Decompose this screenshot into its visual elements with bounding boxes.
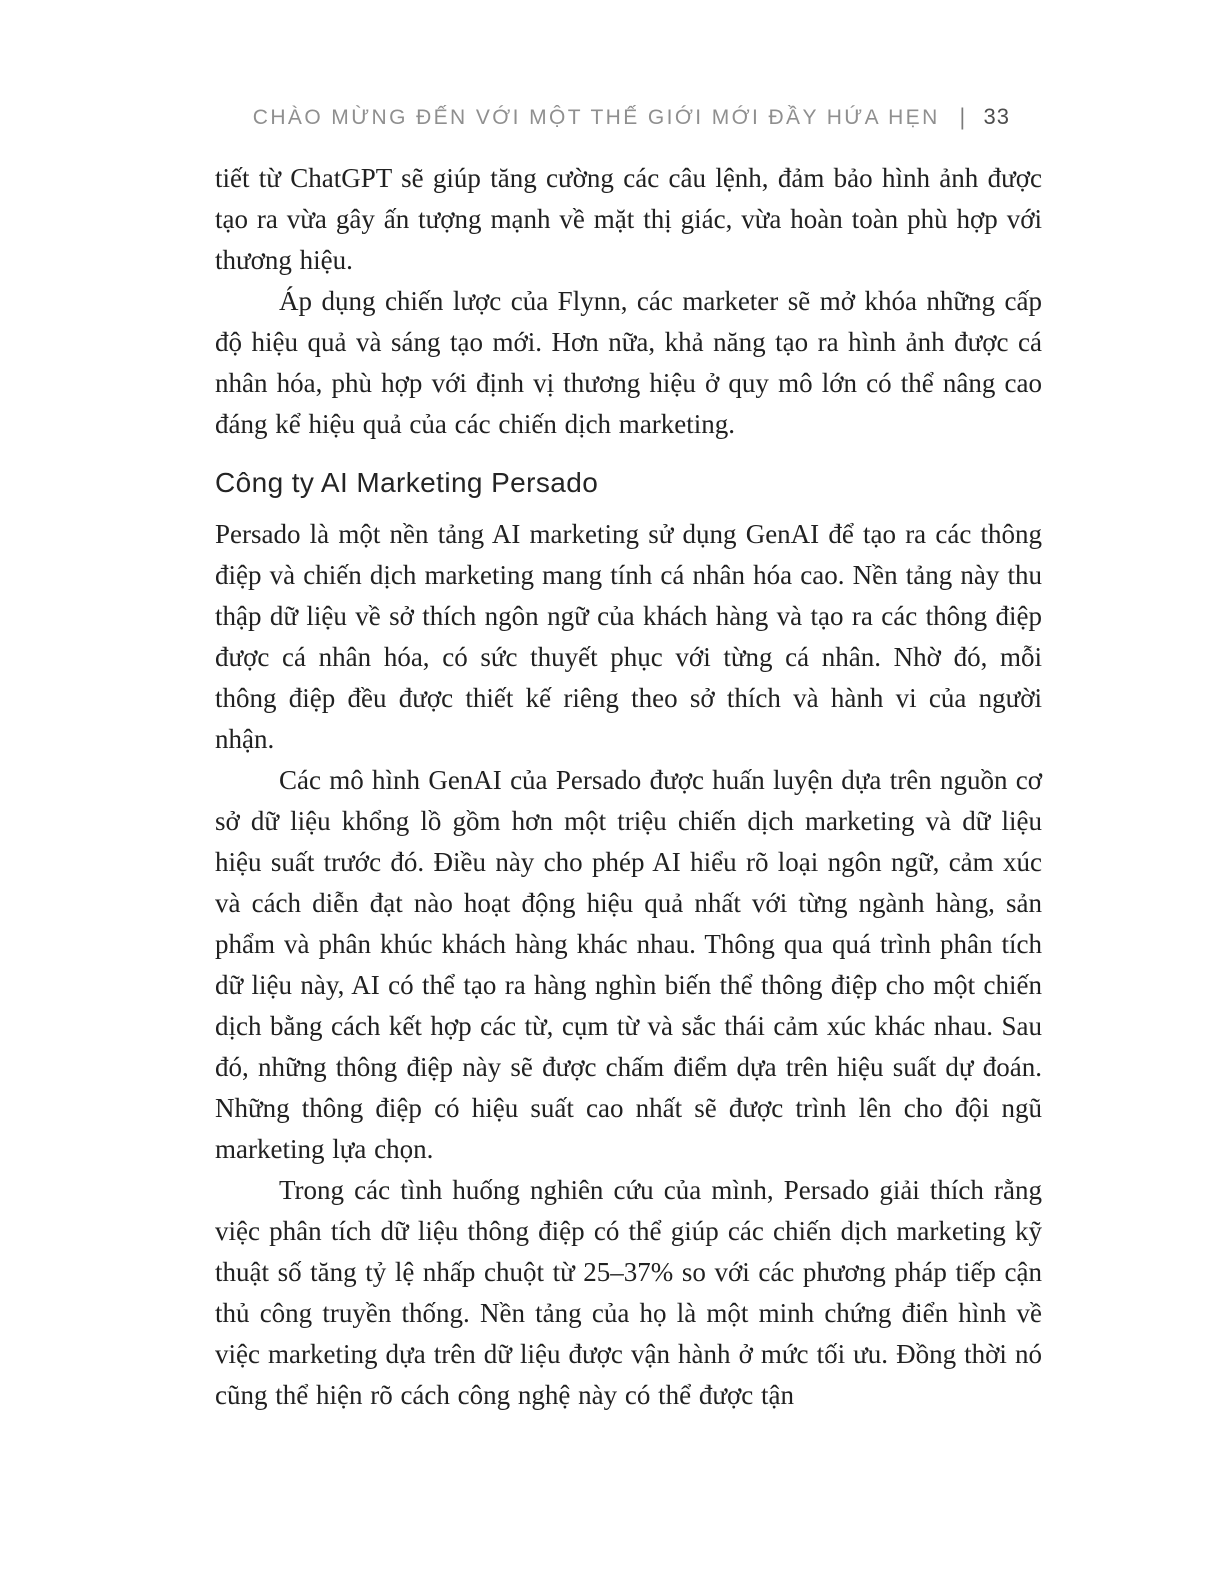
header-separator: | [959,104,968,131]
paragraph-continuation: tiết từ ChatGPT sẽ giúp tăng cường các câu lệnh, đảm bảo hình ảnh được tạo ra vừa gây ấn tượng mạnh về mặt thị giác, vừa hoàn toàn phù hợp với thương hiệu. [215,163,1042,275]
page-number: 33 [983,104,1010,129]
running-head-title: CHÀO MỪNG ĐẾN VỚI MỘT THẾ GIỚI MỚI ĐẦY HỨA HẸN [252,106,940,129]
paragraph-cut-off: Trong các tình huống nghiên cứu của mình, Persado giải thích rằng việc phân tích dữ liệu thông điệp có thể giúp các chiến dịch marketing kỹ thuật số tăng tỷ lệ nhấp chuột từ 25–37% so với các phương pháp tiếp cận thủ công truyền thống. Nền tảng của họ là một minh chứng điển hình về việc marketing dựa trên dữ liệu được vận hành ở mức tối ưu. Đồng thời nó cũng thể hiện rõ cách công nghệ này có thể được tận [215,1175,1042,1410]
page-body [215,158,1042,1416]
running-head [215,104,1010,130]
paragraph: Persado là một nền tảng AI marketing sử dụng GenAI để tạo ra các thông điệp và chiến dịch marketing mang tính cá nhân hóa cao. Nền tảng này thu thập dữ liệu về sở thích ngôn ngữ của khách hàng và tạo ra các thông điệp được cá nhân hóa, có sức thuyết phục với từng cá nhân. Nhờ đó, mỗi thông điệp đều được thiết kế riêng theo sở thích và hành vi của người nhận. [215,519,1042,754]
paragraph: Áp dụng chiến lược của Flynn, các marketer sẽ mở khóa những cấp độ hiệu quả và sáng tạo mới. Hơn nữa, khả năng tạo ra hình ảnh được cá nhân hóa, phù hợp với định vị thương hiệu ở quy mô lớn có thể nâng cao đáng kể hiệu quả của các chiến dịch marketing. [215,286,1042,439]
paragraph: Các mô hình GenAI của Persado được huấn luyện dựa trên nguồn cơ sở dữ liệu khổng lồ gồm hơn một triệu chiến dịch marketing và dữ liệu hiệu suất trước đó. Điều này cho phép AI hiểu rõ loại ngôn ngữ, cảm xúc và cách diễn đạt nào hoạt động hiệu quả nhất với từng ngành hàng, sản phẩm và phân khúc khách hàng khác nhau. Thông qua quá trình phân tích dữ liệu này, AI có thể tạo ra hàng nghìn biến thể thông điệp cho một chiến dịch bằng cách kết hợp các từ, cụm từ và sắc thái cảm xúc khác nhau. Sau đó, những thông điệp này sẽ được chấm điểm dựa trên hiệu suất dự đoán. Những thông điệp có hiệu suất cao nhất sẽ được trình lên cho đội ngũ marketing lựa chọn. [215,765,1042,1164]
section-heading: Công ty AI Marketing Persado [215,467,599,498]
